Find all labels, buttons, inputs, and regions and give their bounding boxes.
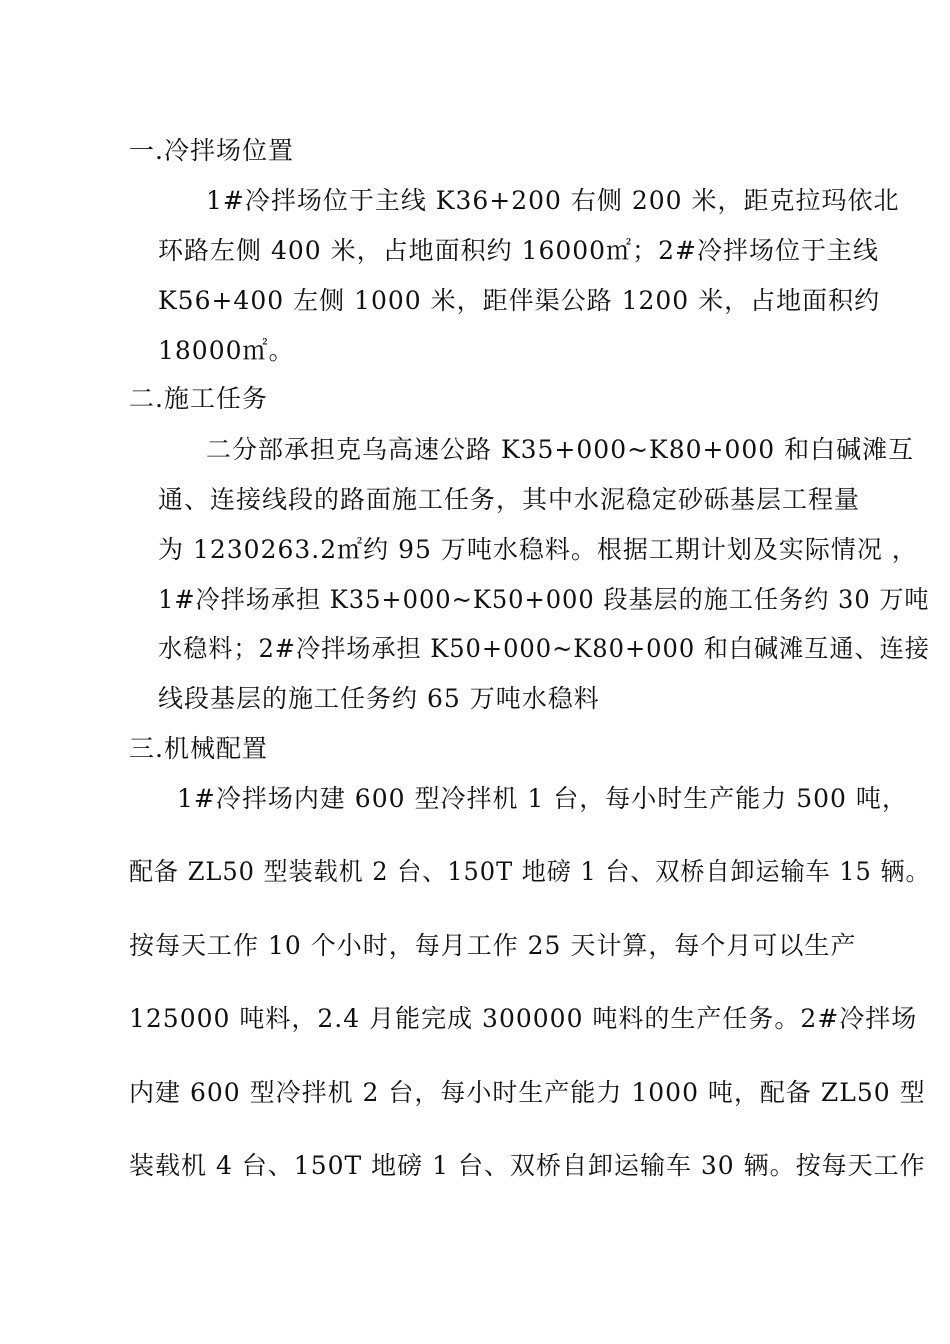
paragraph-line: 按每天工作 10 个小时，每月工作 25 天计算，每个月可以生产	[129, 931, 857, 960]
paragraph-line: 通、连接线段的路面施工任务，其中水泥稳定砂砾基层工程量	[158, 485, 861, 514]
paragraph-line: 装载机 4 台、150T 地磅 1 台、双桥自卸运输车 30 辆。按每天工作	[129, 1151, 926, 1180]
section-heading-machinery: 三.机械配置	[129, 734, 268, 763]
paragraph-line: 为 1230263.2㎡约 95 万吨水稳料。根据工期计划及实际情况 ，	[158, 535, 918, 564]
paragraph-line: 水稳料；2#冷拌场承担 K50+000~K80+000 和白碱滩互通、连接	[158, 634, 930, 663]
paragraph-line: 1#冷拌场位于主线 K36+200 右侧 200 米，距克拉玛依北	[206, 186, 900, 215]
section-heading-location: 一.冷拌场位置	[129, 136, 294, 165]
paragraph-line: 环路左侧 400 米，占地面积约 16000㎡；2#冷拌场位于主线	[158, 236, 879, 265]
paragraph-line: 线段基层的施工任务约 65 万吨水稳料	[158, 684, 600, 713]
paragraph-line: K56+400 左侧 1000 米，距伴渠公路 1200 米，占地面积约	[158, 286, 881, 315]
paragraph-line: 内建 600 型冷拌机 2 台，每小时生产能力 1000 吨，配备 ZL50 型	[129, 1078, 926, 1107]
paragraph-line: 二分部承担克乌高速公路 K35+000~K80+000 和白碱滩互	[206, 435, 915, 464]
section-heading-tasks: 二.施工任务	[129, 384, 268, 413]
paragraph-line: 1#冷拌场内建 600 型冷拌机 1 台，每小时生产能力 500 吨，	[177, 784, 908, 813]
paragraph-line: 1#冷拌场承担 K35+000~K50+000 段基层的施工任务约 30 万吨	[158, 585, 930, 614]
paragraph-line: 18000㎡。	[158, 336, 295, 365]
paragraph-line: 125000 吨料，2.4 月能完成 300000 吨料的生产任务。2#冷拌场	[129, 1004, 918, 1033]
paragraph-line: 配备 ZL50 型装载机 2 台、150T 地磅 1 台、双桥自卸运输车 15 辆。	[129, 857, 931, 886]
